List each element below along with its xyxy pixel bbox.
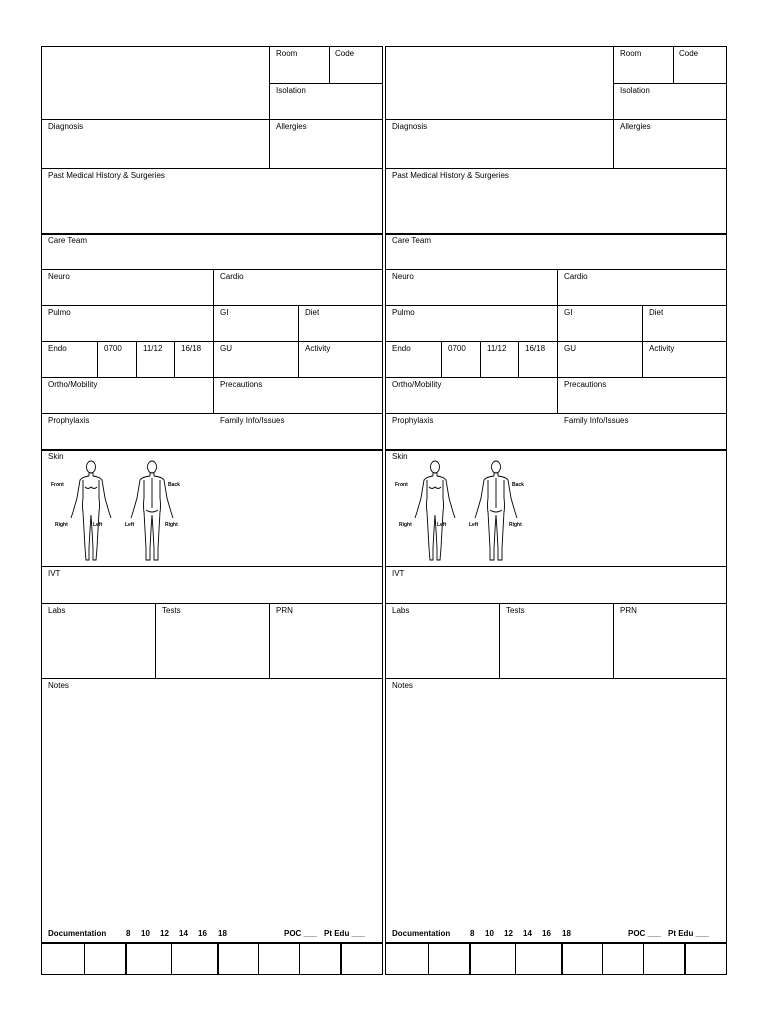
notes-label: Notes — [48, 681, 69, 690]
diagnosis-label: Diagnosis — [392, 122, 428, 131]
divider — [385, 449, 727, 451]
prn-label: PRN — [276, 606, 293, 615]
front-left-arm — [415, 476, 433, 518]
divider — [217, 942, 219, 975]
divider — [441, 341, 442, 377]
care-team-label: Care Team — [48, 236, 87, 245]
pmh-label: Past Medical History & Surgeries — [48, 171, 165, 180]
time-1618-label: 16/18 — [525, 344, 546, 353]
divider — [613, 46, 614, 168]
gi-label: GI — [564, 308, 573, 317]
doc-time-16: 16 — [542, 929, 551, 938]
divider — [385, 603, 727, 604]
divider — [642, 305, 643, 341]
back-head — [148, 461, 157, 473]
documentation-label: Documentation — [48, 929, 107, 938]
divider — [299, 942, 300, 975]
gu-label: GU — [220, 344, 232, 353]
divider — [84, 942, 85, 975]
divider — [41, 305, 383, 306]
code-label: Code — [679, 49, 699, 58]
time-1618-label: 16/18 — [181, 344, 202, 353]
ivt-label: IVT — [392, 569, 405, 578]
divider — [385, 566, 727, 567]
divider — [298, 305, 299, 341]
labs-label: Labs — [392, 606, 410, 615]
poc-label: POC ___ — [628, 929, 661, 938]
report-sheet-left — [41, 46, 383, 975]
code-label: Code — [335, 49, 355, 58]
room-label: Room — [620, 49, 642, 58]
doc-time-18: 18 — [562, 929, 571, 938]
back-right-caption: Right — [165, 522, 178, 528]
ivt-label: IVT — [48, 569, 61, 578]
labs-label: Labs — [48, 606, 66, 615]
divider — [41, 341, 383, 342]
divider — [385, 269, 727, 270]
front-caption: Front — [395, 482, 408, 488]
endo-label: Endo — [48, 344, 67, 353]
divider — [258, 942, 259, 975]
divider — [41, 233, 383, 235]
time-0700-label: 0700 — [104, 344, 122, 353]
pmh-label: Past Medical History & Surgeries — [392, 171, 509, 180]
front-torso-legs — [83, 480, 103, 560]
prophylaxis-label: Prophylaxis — [48, 416, 90, 425]
prophylaxis-label: Prophylaxis — [392, 416, 434, 425]
poc-label: POC ___ — [284, 929, 317, 938]
body-diagram — [49, 460, 184, 564]
prn-label: PRN — [620, 606, 637, 615]
divider — [469, 942, 471, 975]
front-caption: Front — [51, 482, 64, 488]
divider — [136, 341, 137, 377]
divider — [613, 83, 727, 84]
doc-time-14: 14 — [179, 929, 188, 938]
skin-label: Skin — [48, 452, 64, 461]
front-left-arm — [71, 476, 89, 518]
divider — [41, 413, 383, 414]
divider — [269, 46, 270, 168]
front-right-caption: Right — [399, 522, 412, 528]
divider — [269, 603, 270, 678]
divider — [602, 942, 603, 975]
divider — [428, 942, 429, 975]
back-left-arm — [131, 476, 150, 518]
doc-time-8: 8 — [470, 929, 475, 938]
divider — [385, 942, 727, 944]
report-sheet-right — [385, 46, 727, 975]
front-right-arm — [437, 476, 455, 518]
divider — [41, 377, 383, 378]
allergies-label: Allergies — [620, 122, 651, 131]
precautions-label: Precautions — [564, 380, 607, 389]
divider — [41, 269, 383, 270]
front-left-caption: Left — [93, 522, 103, 528]
divider — [41, 942, 383, 944]
divider — [385, 413, 727, 414]
care-team-label: Care Team — [392, 236, 431, 245]
gu-label: GU — [564, 344, 576, 353]
divider — [385, 233, 727, 235]
doc-time-14: 14 — [523, 929, 532, 938]
divider — [385, 119, 727, 120]
divider — [298, 341, 299, 377]
diet-label: Diet — [305, 308, 320, 317]
ortho-label: Ortho/Mobility — [392, 380, 442, 389]
doc-time-18: 18 — [218, 929, 227, 938]
divider — [561, 942, 563, 975]
doc-time-12: 12 — [504, 929, 513, 938]
front-head — [87, 461, 96, 473]
divider — [41, 603, 383, 604]
divider — [518, 341, 519, 377]
front-right-arm — [93, 476, 111, 518]
divider — [385, 377, 727, 378]
divider — [269, 83, 383, 84]
back-left-caption: Left — [125, 522, 135, 528]
activity-label: Activity — [649, 344, 675, 353]
back-head — [492, 461, 501, 473]
divider — [41, 566, 383, 567]
isolation-label: Isolation — [276, 86, 306, 95]
body-diagram — [393, 460, 528, 564]
back-left-caption: Left — [469, 522, 479, 528]
divider — [684, 942, 686, 975]
tests-label: Tests — [162, 606, 181, 615]
divider — [385, 341, 727, 342]
divider — [125, 942, 127, 975]
divider — [385, 305, 727, 306]
cardio-label: Cardio — [564, 272, 588, 281]
back-left-arm — [475, 476, 494, 518]
cardio-label: Cardio — [220, 272, 244, 281]
pulmo-label: Pulmo — [392, 308, 415, 317]
room-label: Room — [276, 49, 298, 58]
allergies-label: Allergies — [276, 122, 307, 131]
front-torso-legs — [427, 480, 447, 560]
divider — [171, 942, 172, 975]
divider — [613, 603, 614, 678]
precautions-label: Precautions — [220, 380, 263, 389]
doc-time-10: 10 — [141, 929, 150, 938]
back-caption: Back — [168, 482, 180, 488]
time-1112-label: 11/12 — [487, 344, 507, 353]
tests-label: Tests — [506, 606, 525, 615]
diet-label: Diet — [649, 308, 664, 317]
activity-label: Activity — [305, 344, 331, 353]
divider — [515, 942, 516, 975]
divider — [41, 678, 383, 679]
doc-time-8: 8 — [126, 929, 131, 938]
neuro-label: Neuro — [392, 272, 414, 281]
endo-label: Endo — [392, 344, 411, 353]
divider — [41, 449, 383, 451]
divider — [41, 119, 383, 120]
family-label: Family Info/Issues — [220, 416, 285, 425]
divider — [385, 678, 727, 679]
skin-label: Skin — [392, 452, 408, 461]
front-right-caption: Right — [55, 522, 68, 528]
documentation-label: Documentation — [392, 929, 451, 938]
time-0700-label: 0700 — [448, 344, 466, 353]
front-left-caption: Left — [437, 522, 447, 528]
divider — [340, 942, 342, 975]
doc-time-12: 12 — [160, 929, 169, 938]
divider — [499, 603, 500, 678]
doc-time-10: 10 — [485, 929, 494, 938]
pt-edu-label: Pt Edu ___ — [668, 929, 709, 938]
divider — [97, 341, 98, 377]
diagnosis-label: Diagnosis — [48, 122, 84, 131]
divider — [480, 341, 481, 377]
divider — [643, 942, 644, 975]
divider — [673, 46, 674, 83]
back-caption: Back — [512, 482, 524, 488]
ortho-label: Ortho/Mobility — [48, 380, 98, 389]
divider — [329, 46, 330, 83]
divider — [385, 168, 727, 169]
divider — [174, 341, 175, 377]
notes-label: Notes — [392, 681, 413, 690]
family-label: Family Info/Issues — [564, 416, 629, 425]
divider — [41, 168, 383, 169]
neuro-label: Neuro — [48, 272, 70, 281]
back-right-caption: Right — [509, 522, 522, 528]
divider — [155, 603, 156, 678]
time-1112-label: 11/12 — [143, 344, 163, 353]
front-head — [431, 461, 440, 473]
pt-edu-label: Pt Edu ___ — [324, 929, 365, 938]
pulmo-label: Pulmo — [48, 308, 71, 317]
divider — [642, 341, 643, 377]
doc-time-16: 16 — [198, 929, 207, 938]
gi-label: GI — [220, 308, 229, 317]
isolation-label: Isolation — [620, 86, 650, 95]
